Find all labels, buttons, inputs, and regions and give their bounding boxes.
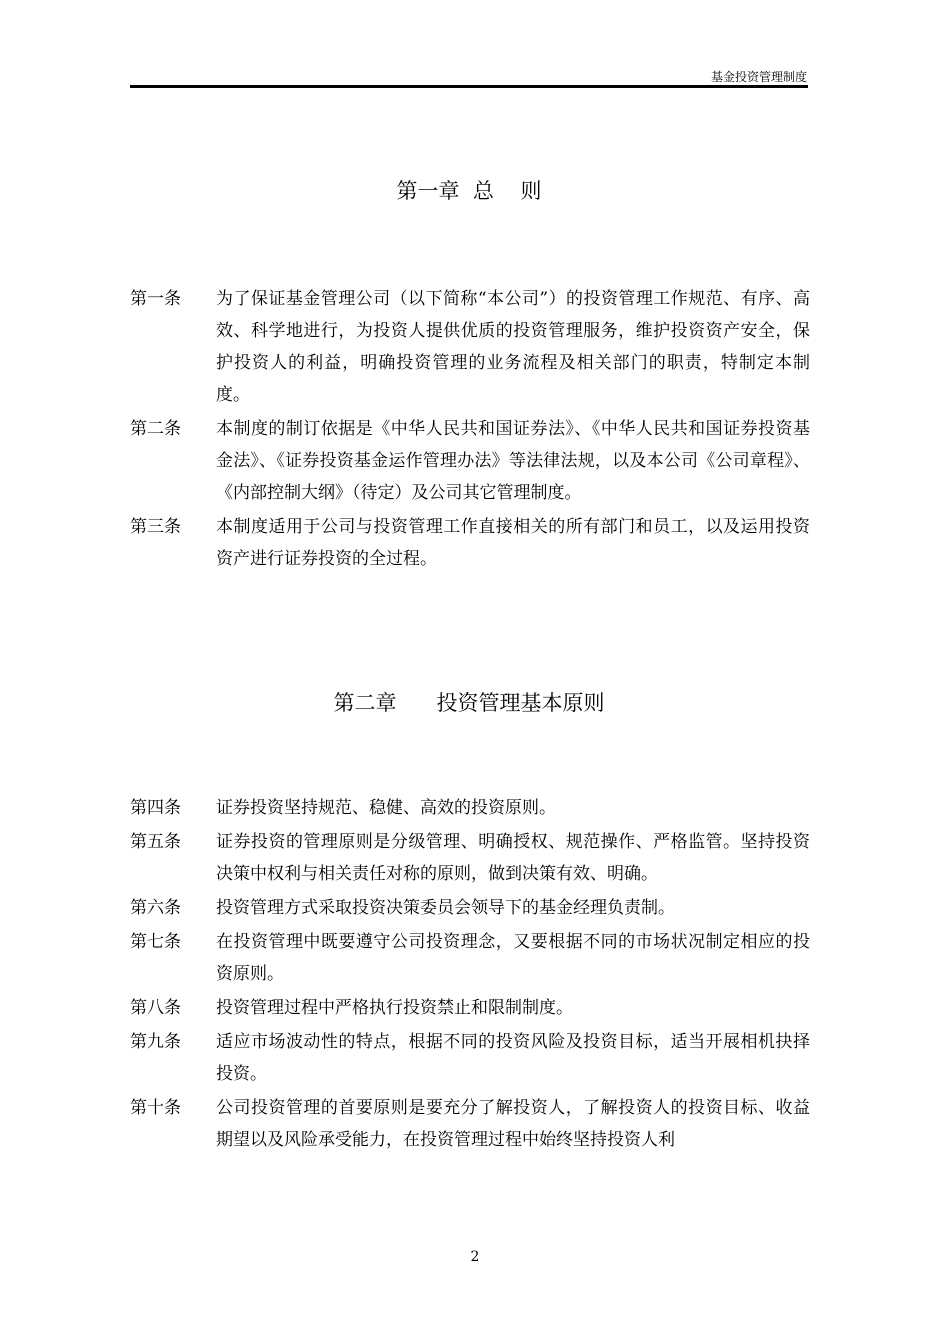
page-number: 2 [470, 1249, 480, 1265]
header-rule [130, 85, 808, 88]
article [130, 1092, 810, 1156]
chapter-1-articles [130, 283, 810, 577]
running-header-title: 基金投资管理制度 [710, 70, 807, 84]
article-label: 第一条 [130, 289, 181, 309]
article-label: 第六条 [130, 898, 181, 918]
article-label: 第三条 [130, 517, 181, 537]
article-body: 在投资管理中既要遵守公司投资理念，又要根据不同的市场状况制定相应的投资原则。 [216, 932, 810, 984]
article-body: 证券投资的管理原则是分级管理、明确授权、规范操作、严格监管。坚持投资决策中权利与相关责任对称的原则，做到决策有效、明确。 [216, 832, 810, 884]
article [130, 892, 810, 924]
chapter-title: 第二章 投资管理基本原则 [333, 691, 605, 715]
article-label: 第七条 [130, 932, 181, 952]
article-body: 为了保证基金管理公司（以下简称“本公司”）的投资管理工作规范、有序、高效、科学地进行，为投资人提供优质的投资管理服务，维护投资资产安全，保护投资人的利益，明确投资管理的业务流程及相关部门的职责，特制定本制度。 [216, 289, 810, 405]
article [130, 283, 810, 411]
article-label: 第九条 [130, 1032, 181, 1052]
article-label: 第五条 [130, 832, 181, 852]
article-label: 第二条 [130, 419, 181, 439]
article [130, 926, 810, 990]
article-body: 本制度适用于公司与投资管理工作直接相关的所有部门和员工，以及运用投资资产进行证券投资的全过程。 [216, 517, 810, 569]
article-body: 投资管理方式采取投资决策委员会领导下的基金经理负责制。 [216, 898, 675, 918]
article [130, 792, 810, 824]
article-body: 公司投资管理的首要原则是要充分了解投资人，了解投资人的投资目标、收益期望以及风险承受能力，在投资管理过程中始终坚持投资人利 [216, 1098, 810, 1150]
chapter-title: 第一章 总 则 [396, 179, 542, 203]
article-body: 适应市场波动性的特点，根据不同的投资风险及投资目标，适当开展相机抉择投资。 [216, 1032, 810, 1084]
article-body: 投资管理过程中严格执行投资禁止和限制制度。 [216, 998, 573, 1018]
article-label: 第十条 [130, 1098, 181, 1118]
article [130, 413, 810, 509]
article [130, 511, 810, 575]
article-label: 第四条 [130, 798, 181, 818]
article [130, 1026, 810, 1090]
chapter-2-articles [130, 792, 810, 1158]
article-label: 第八条 [130, 998, 181, 1018]
article [130, 826, 810, 890]
article-body: 证券投资坚持规范、稳健、高效的投资原则。 [216, 798, 556, 818]
article-body: 本制度的制订依据是《中华人民共和国证券法》、《中华人民共和国证券投资基金法》、《证券投资基金运作管理办法》等法律法规，以及本公司《公司章程》、《内部控制大纲》（待定）及公司其它管理制度。 [216, 419, 810, 503]
article [130, 992, 810, 1024]
